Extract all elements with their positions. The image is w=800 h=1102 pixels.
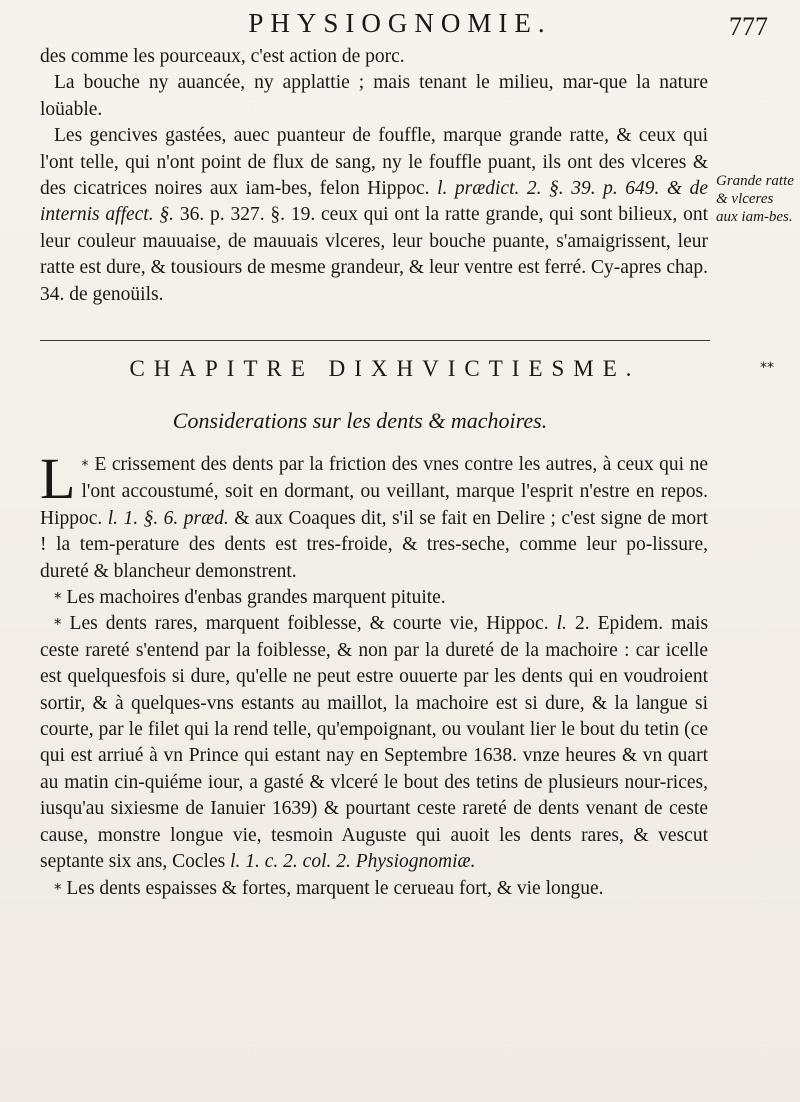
gencives-citation: l. prædict. 2. §. 39. p. 649. & de internis affect. §. bbox=[40, 178, 709, 226]
asterisk-mark: * bbox=[54, 589, 62, 608]
paragraph-dents-espaisses bbox=[40, 876, 708, 902]
section-divider bbox=[40, 340, 710, 341]
chapter-subtitle: Considerations sur les dents & machoires. bbox=[172, 408, 548, 433]
gencives-text-a: Les gencives gastées, auec puanteur de fouffle, marque grande ratte, & ceux qui l'ont telle, qui n'ont point de flux de sang, ny le fouffle puant, ils ont des vlceres & des cicatrices noires aux iam-bes, felon Hippoc. bbox=[40, 125, 708, 200]
gencives-text-b: 36. p. 327. §. 19. ceux qui ont la ratte grande, qui sont bilieux, ont leur couleur mauuaise, de mauuais vlceres, leur bouche puante, s'amaigrissent, leur ratte est dure, & tousiours de mesme grandeur, & leur ventre est ferré. Cy-apres chap. 34. de genoüils. bbox=[40, 204, 708, 305]
paragraph-dents-rares bbox=[40, 611, 708, 875]
chapter-text bbox=[40, 446, 709, 902]
crissement-citation: l. 1. §. 6. præd. bbox=[107, 507, 229, 529]
dents-espaisses-text: Les dents espaisses & fortes, marquent le cerueau fort, & vie longue. bbox=[66, 877, 604, 899]
paragraph-pourceaux: des comme les pourceaux, c'est action de porc. bbox=[40, 46, 405, 67]
paragraph-crissement bbox=[40, 446, 709, 585]
page-number: 777 bbox=[729, 12, 768, 41]
dents-rares-citation-1: l. bbox=[556, 613, 567, 635]
paragraph-bouche: La bouche ny auancée, ny applattie ; mais tenant le milieu, mar-que la nature loüable. bbox=[40, 72, 708, 120]
dents-rares-citation-2: l. 1. c. 2. col. 2. Physiognomiæ. bbox=[230, 851, 476, 873]
paragraph-gencives bbox=[40, 123, 708, 308]
paragraph-machoires bbox=[40, 585, 708, 611]
crissement-text-a: E crissement des dents par la friction des vnes contre les autres, à ceux qui ne l'ont accoustumé, soit en dormant, ou veillant, marque l'esprit n'estre en repos. Hippoc. bbox=[40, 454, 708, 529]
margin-note-grande-ratte: Grande ratte & vlceres aux iam-bes. bbox=[716, 173, 794, 225]
machoires-text: Les machoires d'enbas grandes marquent pituite. bbox=[66, 587, 446, 609]
asterisk-mark: * bbox=[81, 458, 89, 474]
top-section bbox=[40, 44, 708, 308]
asterisk-mark: * bbox=[54, 615, 62, 634]
dents-rares-text-b: 2. Epidem. mais ceste rareté s'entend par la foiblesse, & non par la dureté de la machoire : car icelle est quelquesfois si dure, qu'elle ne peut estre ouuerte par les dents qui en voudroient sortir, & à quelques-vns estants au maillot, la machoire est si dure, & la langue si courte, par le filet qui la rend telle, qu'empoignant, ou voulant lier le bout du tetin (ce qui est arriué à vn Prince qui estant nay en Septembre 1638. vnze heures & vn quart au matin cin-quiéme iour, a gasté & vlceré le bout des tetins de plusieurs nour-rices, iusqu'au sixiesme de Ianuier 1639) & pourtant ceste rareté de dents venant de ceste cause, monstre longue vie, tesmoin Auguste qui auoit les dents rares, & vescut septante six ans, Cocles bbox=[40, 613, 709, 873]
margin-star-mark: ** bbox=[760, 360, 774, 376]
asterisk-mark: * bbox=[54, 879, 62, 898]
dents-rares-text-a: Les dents rares, marquent foiblesse, & courte vie, Hippoc. bbox=[69, 613, 549, 635]
running-head: PHYSIOGNOMIE. bbox=[248, 8, 552, 38]
crissement-text-b: & aux Coaques dit, s'il se fait en Delire ; c'est signe de mort ! la tem-perature des dents est tres-froide, & tres-seche, comme leur po-lissure, dureté & blancheur demonstrent. bbox=[40, 507, 709, 582]
chapter-heading: CHAPITRE DIXHVICTIESME. bbox=[129, 356, 641, 381]
drop-cap: L bbox=[40, 446, 76, 511]
